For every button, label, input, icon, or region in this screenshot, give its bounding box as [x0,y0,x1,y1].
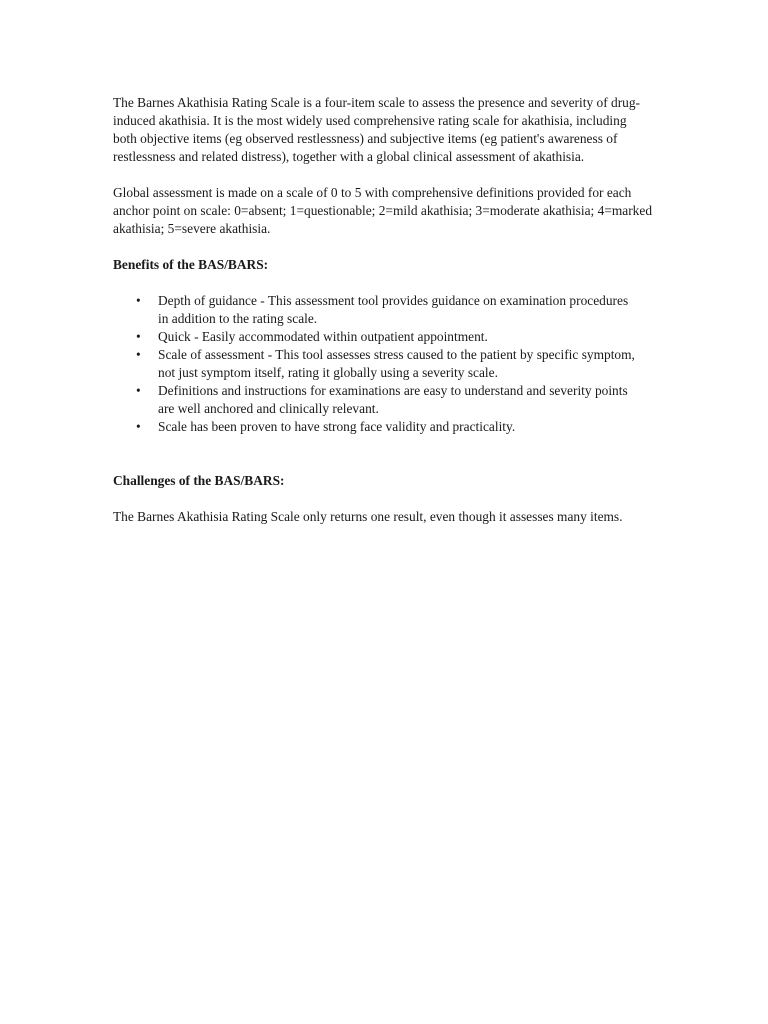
benefits-heading: Benefits of the BAS/BARS: [113,257,269,272]
document-page [113,94,653,526]
challenges-paragraph: The Barnes Akathisia Rating Scale only returns one result, even though it assesses many items. [113,509,623,524]
list-item [136,346,638,382]
challenges-heading: Challenges of the BAS/BARS: [113,473,285,488]
list-item [136,328,638,346]
bullet-icon: • [136,347,141,362]
list-item [136,292,638,328]
bullet-icon: • [136,293,141,308]
benefit-text: Depth of guidance - This assessment tool provides guidance on examination procedures in addition to the rating scale. [158,293,629,326]
benefit-text: Definitions and instructions for examinations are easy to understand and severity points are well anchored and clinically relevant. [158,383,628,416]
global-assessment-paragraph: Global assessment is made on a scale of 0 to 5 with comprehensive definitions provided for each anchor point on scale: 0=absent; 1=questionable; 2=mild akathisia; 3=moderate akathisia; 4=marked akathisia; 5=severe akathisia. [113,185,653,236]
bullet-icon: • [136,329,141,344]
bullet-icon: • [136,383,141,398]
bullet-icon: • [136,419,141,434]
benefit-text: Scale of assessment - This tool assesses stress caused to the patient by specific symptom, not just symptom itself, rating it globally using a severity scale. [158,347,635,380]
benefit-text: Scale has been proven to have strong face validity and practicality. [158,419,516,434]
benefits-list [113,292,653,436]
intro-paragraph: The Barnes Akathisia Rating Scale is a four-item scale to assess the presence and severity of drug-induced akathisia. It is the most widely used comprehensive rating scale for akathisia, including both objective items (eg observed restlessness) and subjective items (eg patient's awareness of restlessness and related distress), together with a global clinical assessment of akathisia. [113,95,641,164]
list-item [136,418,638,436]
benefit-text: Quick - Easily accommodated within outpatient appointment. [158,329,488,344]
list-item [136,382,638,418]
